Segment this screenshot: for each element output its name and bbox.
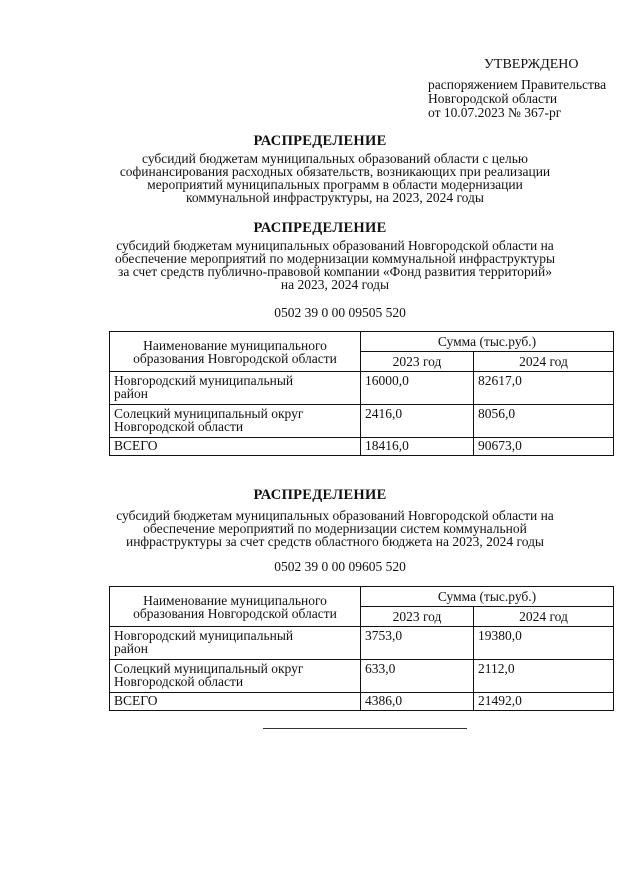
row-name-line: Новгородской области (114, 674, 244, 689)
row-name (110, 660, 361, 693)
subtitle-line: субсидий бюджетам муниципальных образований Новгородской области на (116, 238, 554, 253)
main-title: РАСПРЕДЕЛЕНИЕ (253, 133, 387, 149)
row-name-line: ВСЕГО (114, 693, 158, 708)
row-name-line: Новгородский муниципальный (114, 628, 294, 643)
section2-code: 0502 39 0 00 09605 520 (274, 559, 406, 574)
row-name (110, 372, 361, 405)
row-value-2024: 82617,0 (474, 372, 614, 405)
table-header-name (110, 332, 361, 372)
row-value-2024: 90673,0 (474, 438, 614, 456)
approval-line: распоряжением Правительства (428, 77, 607, 92)
header-line: образования Новгородской области (133, 605, 337, 621)
section1-title: РАСПРЕДЕЛЕНИЕ (253, 220, 387, 236)
header-line: Наименование муниципального (143, 337, 327, 353)
row-name-line: Новгородский муниципальный (114, 373, 294, 388)
section2-table (109, 586, 614, 711)
row-name-line: Новгородской области (114, 419, 244, 434)
row-value-2024: 2112,0 (474, 660, 614, 693)
subtitle-line: субсидий бюджетам муниципальных образований области с целью (142, 151, 528, 166)
table-row-total (110, 438, 614, 456)
row-name (110, 438, 361, 456)
row-value-2024: 21492,0 (474, 693, 614, 711)
row-value-2023: 18416,0 (361, 438, 474, 456)
header-line: образования Новгородской области (133, 350, 337, 366)
table-row (110, 627, 614, 660)
bottom-divider (263, 728, 467, 729)
row-name-line: район (114, 386, 148, 401)
row-value-2023: 633,0 (361, 660, 474, 693)
row-value-2024: 19380,0 (474, 627, 614, 660)
row-name (110, 627, 361, 660)
table-header-year: 2023 год (361, 607, 474, 627)
subtitle-line: инфраструктуры за счет средств областного бюджета на 2023, 2024 годы (125, 534, 545, 549)
section1-subtitle (90, 239, 580, 291)
subtitle-line: обеспечение мероприятий по модернизации систем коммунальной (143, 521, 527, 536)
row-name-line: район (114, 641, 148, 656)
row-name (110, 693, 361, 711)
section2-title: РАСПРЕДЕЛЕНИЕ (253, 487, 387, 503)
row-name (110, 405, 361, 438)
subtitle-line: за счет средств публично-правовой компании «Фонд развития территорий» (118, 264, 552, 279)
table-row (110, 405, 614, 438)
header-line: Наименование муниципального (143, 592, 327, 608)
table-row (110, 372, 614, 405)
row-name-line: ВСЕГО (114, 438, 158, 453)
subtitle-line: софинансирования расходных обязательств, возникающих при реализации (119, 164, 551, 179)
table-header-year: 2024 год (474, 352, 614, 372)
section1-code: 0502 39 0 00 09505 520 (274, 305, 406, 320)
table-row-total (110, 693, 614, 711)
table-header-year: 2023 год (361, 352, 474, 372)
section1-table (109, 331, 614, 456)
subtitle-line: субсидий бюджетам муниципальных образований Новгородской области на (116, 508, 554, 523)
main-subtitle (90, 152, 580, 204)
approval-block (428, 58, 633, 120)
subtitle-line: обеспечение мероприятий по модернизации коммунальной инфраструктуры (114, 251, 556, 266)
row-value-2023: 3753,0 (361, 627, 474, 660)
subtitle-line: мероприятий муниципальных программ в области модернизации (147, 177, 523, 192)
section2-subtitle (90, 509, 580, 548)
approval-line: Новгородской области (428, 91, 558, 106)
table-header-name (110, 587, 361, 627)
approval-line: от 10.07.2023 № 367-рг (428, 105, 562, 120)
row-value-2024: 8056,0 (474, 405, 614, 438)
row-name-line: Солецкий муниципальный округ (114, 406, 304, 421)
table-header-sum: Сумма (тыс.руб.) (361, 587, 614, 607)
approval-heading: УТВЕРЖДЕНО (484, 57, 579, 72)
table-header-year: 2024 год (474, 607, 614, 627)
subtitle-line: на 2023, 2024 годы (280, 277, 390, 292)
row-value-2023: 16000,0 (361, 372, 474, 405)
table-row (110, 660, 614, 693)
row-name-line: Солецкий муниципальный округ (114, 661, 304, 676)
subtitle-line: коммунальной инфраструктуры, на 2023, 2024 годы (186, 190, 484, 205)
row-value-2023: 2416,0 (361, 405, 474, 438)
table-header-sum: Сумма (тыс.руб.) (361, 332, 614, 352)
row-value-2023: 4386,0 (361, 693, 474, 711)
